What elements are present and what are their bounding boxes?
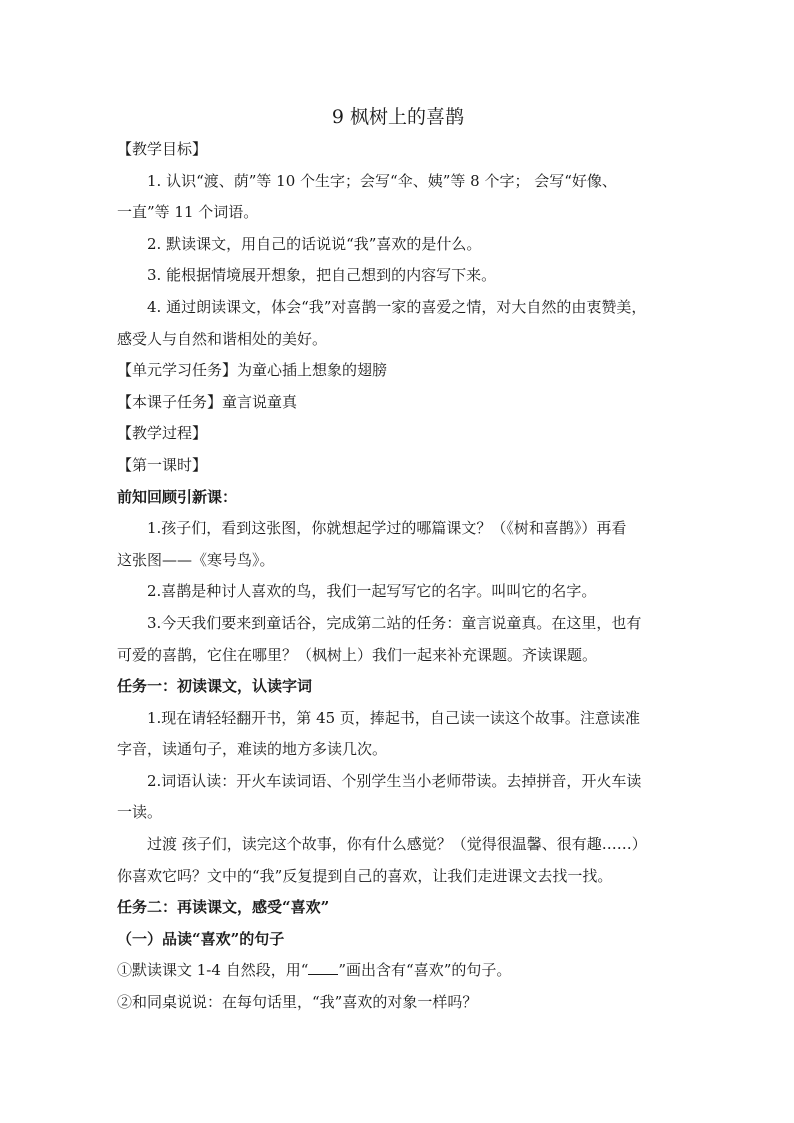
step-1-text-after: ”画出含有“喜欢”的句子。 xyxy=(338,961,512,980)
teaching-goals-header: 【教学目标】 xyxy=(117,140,208,158)
goal-3: 3. 能根据情境展开想象，把自己想到的内容写下来。 xyxy=(147,266,497,285)
goal-4-line-2: 感受人与自然和谐相处的美好。 xyxy=(117,329,328,348)
unit-learning-task: 【单元学习任务】为童心插上想象的翅膀 xyxy=(117,361,388,380)
underline-blank xyxy=(308,960,338,975)
task-2-header: 任务二：再读课文，感受“喜欢” xyxy=(117,898,330,917)
sub-section-1-header: （一）品读“喜欢”的句子 xyxy=(117,929,285,948)
goal-1-line-1: 1. 认识“渡、荫”等 10 个生字；会写“伞、姨”等 8 个字； 会写“好像、 xyxy=(147,171,617,190)
step-2: ②和同桌说说：在每句话里，“我”喜欢的对象一样吗？ xyxy=(117,993,478,1012)
task-1-step-2-line-2: 一读。 xyxy=(117,803,163,822)
lesson-title: 9 枫树上的喜鹊 xyxy=(331,106,465,128)
task-1-step-1-line-2: 字音，读通句子，难读的地方多读几次。 xyxy=(117,740,388,759)
review-1-line-2: 这张图——《寒号鸟》。 xyxy=(117,550,275,569)
lesson-sub-task: 【本课子任务】童言说童真 xyxy=(117,392,298,411)
transition-line-2: 你喜欢它吗？文中的“我”反复提到自己的喜欢，让我们走进课文去找一找。 xyxy=(117,866,613,885)
task-1-step-1-line-1: 1.现在请轻轻翻开书，第 45 页，捧起书，自己读一读这个故事。注意读准 xyxy=(147,708,640,727)
goal-2: 2. 默读课文，用自己的话说说“我”喜欢的是什么。 xyxy=(147,234,482,253)
review-header: 前知回顾引新课： xyxy=(117,487,238,506)
review-3-line-2: 可爱的喜鹊，它住在哪里？（枫树上）我们一起来补充课题。齐读课题。 xyxy=(117,645,598,664)
first-period-header: 【第一课时】 xyxy=(117,455,208,474)
goal-1-line-2: 一直”等 11 个词语。 xyxy=(117,203,259,222)
review-1-line-1: 1.孩子们，看到这张图，你就想起学过的哪篇课文？（《树和喜鹊》）再看 xyxy=(147,519,627,538)
step-1 xyxy=(117,955,679,987)
review-2: 2.喜鹊是种讨人喜欢的鸟，我们一起写写它的名字。叫叫它的名字。 xyxy=(147,582,597,601)
task-1-header: 任务一：初读课文，认读字词 xyxy=(117,677,313,696)
teaching-process-header: 【教学过程】 xyxy=(117,424,208,443)
goal-4-line-1: 4. 通过朗读课文，体会“我”对喜鹊一家的喜爱之情，对大自然的由衷赞美， xyxy=(147,297,647,316)
review-3-line-1: 3.今天我们要来到童话谷，完成第二站的任务：童言说童真。在这里，也有 xyxy=(147,613,642,632)
task-1-step-2-line-1: 2.词语认读：开火车读词语、个别学生当小老师带读。去掉拼音，开火车读 xyxy=(147,771,642,790)
transition-line-1: 过渡 孩子们，读完这个故事，你有什么感觉？（觉得很温馨、很有趣……） xyxy=(147,835,647,854)
step-1-text-before: ①默读课文 1-4 自然段，用“ xyxy=(117,961,309,980)
document-page xyxy=(117,100,679,1019)
